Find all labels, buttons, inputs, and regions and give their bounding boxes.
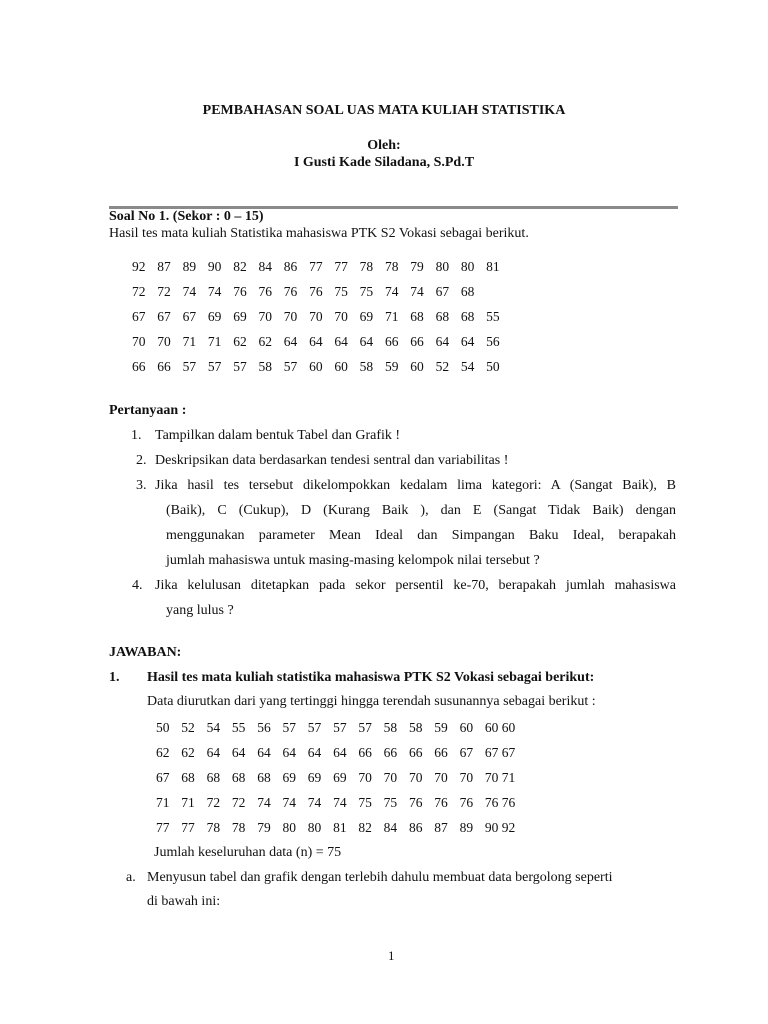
data-cell: 86 — [283, 258, 298, 274]
data-cell: 70 — [334, 308, 348, 324]
data-cell: 68 — [410, 308, 424, 324]
data-cell: 64 — [334, 333, 348, 349]
data-cell: 84 — [258, 258, 272, 274]
data-cell: 75 — [359, 283, 374, 299]
data-cell: 82 — [233, 258, 247, 274]
data-cell: 57 — [282, 719, 296, 735]
data-cell: 71 — [156, 794, 170, 810]
page-title: PEMBAHASAN SOAL UAS MATA KULIAH STATISTIKA — [202, 103, 566, 118]
data-cell: 66 — [410, 333, 424, 349]
data-cell: 81 — [486, 258, 500, 274]
data-cell: 64 — [231, 744, 246, 760]
data-cell: 68 — [460, 308, 475, 324]
data-cell: 64 — [333, 744, 347, 760]
data-cell: 76 76 — [484, 794, 516, 810]
data-cell: 64 — [206, 744, 221, 760]
data-cell: 79 — [410, 258, 424, 274]
data-row — [156, 765, 525, 790]
data-cell: 57 — [333, 719, 347, 735]
data-cell: 68 — [435, 308, 450, 324]
data-cell: 78 — [359, 258, 374, 274]
data-cell: 67 — [435, 283, 450, 299]
data-row — [156, 715, 525, 740]
data-cell: 76 — [459, 794, 474, 810]
jawaban-heading: JAWABAN: — [109, 645, 182, 660]
data-cell: 54 — [206, 719, 221, 735]
data-cell: 76 — [233, 283, 247, 299]
data-row — [132, 254, 516, 279]
data-cell: 67 67 — [484, 744, 516, 760]
data-cell: 66 — [383, 744, 398, 760]
data-cell: 66 — [157, 358, 171, 374]
data-cell: 69 — [307, 769, 322, 785]
data-cell: 87 — [157, 258, 171, 274]
data-cell: 54 — [460, 358, 475, 374]
data-cell: 68 — [206, 769, 221, 785]
data-cell: 66 — [408, 744, 423, 760]
data-row — [156, 740, 525, 765]
data-cell: 68 — [460, 283, 475, 299]
sub-a-label: a. — [126, 870, 136, 885]
data-cell: 50 — [156, 719, 170, 735]
data-cell: 69 — [359, 308, 374, 324]
data-cell: 78 — [206, 819, 221, 835]
data-cell: 81 — [333, 819, 347, 835]
data-row — [132, 354, 516, 379]
data-cell: 84 — [383, 819, 398, 835]
data-cell: 74 — [257, 794, 271, 810]
data-row — [156, 815, 525, 840]
by-label: Oleh: — [367, 138, 401, 153]
sub-a-line-1: Menyusun tabel dan grafik dengan terlebih dahulu membuat data bergolong seperti — [147, 870, 613, 885]
data-cell: 67 — [132, 308, 146, 324]
data-cell: 69 — [282, 769, 296, 785]
data-cell: 77 — [309, 258, 323, 274]
data-cell: 77 — [334, 258, 348, 274]
data-cell: 69 — [233, 308, 247, 324]
data-cell: 58 — [359, 358, 374, 374]
data-cell: 74 — [333, 794, 347, 810]
q2-number: 2. — [136, 453, 147, 468]
data-cell: 80 — [282, 819, 296, 835]
data-cell: 89 — [182, 258, 197, 274]
data-cell: 57 — [283, 358, 298, 374]
data-cell: 57 — [207, 358, 222, 374]
data-cell: 64 — [307, 744, 322, 760]
data-cell: 77 — [156, 819, 170, 835]
data-cell: 50 — [486, 358, 500, 374]
data-cell: 68 — [257, 769, 271, 785]
data-cell: 68 — [181, 769, 195, 785]
data-row — [132, 329, 516, 354]
data-cell: 70 — [434, 769, 448, 785]
data-cell: 64 — [309, 333, 323, 349]
data-cell: 80 — [307, 819, 322, 835]
data-cell: 52 — [181, 719, 195, 735]
data-cell: 71 — [182, 333, 197, 349]
data-cell: 74 — [282, 794, 296, 810]
data-cell: 71 — [384, 308, 399, 324]
data-cell: 57 — [307, 719, 322, 735]
q4-line-1: Jika kelulusan ditetapkan pada sekor persentil ke-70, berapakah jumlah mahasiswa — [155, 578, 676, 593]
q4-line-2: yang lulus ? — [166, 603, 234, 618]
data-cell: 70 — [383, 769, 398, 785]
data-cell: 66 — [384, 333, 399, 349]
data-cell: 67 — [156, 769, 170, 785]
data-cell: 57 — [182, 358, 197, 374]
data-cell: 66 — [132, 358, 146, 374]
data-cell: 62 — [181, 744, 195, 760]
data-cell: 57 — [233, 358, 247, 374]
question-label: Soal No 1. (Sekor : 0 – 15) — [109, 209, 264, 224]
question-intro: Hasil tes mata kuliah Statistika mahasiswa PTK S2 Vokasi sebagai berikut. — [109, 226, 529, 241]
q1-number: 1. — [131, 428, 142, 443]
data-cell: 56 — [257, 719, 271, 735]
data-cell: 75 — [358, 794, 372, 810]
author-name: I Gusti Kade Siladana, S.Pd.T — [293, 155, 475, 170]
data-cell: 74 — [207, 283, 222, 299]
jawaban-item-title: Hasil tes mata kuliah statistika mahasiswa PTK S2 Vokasi sebagai berikut: — [147, 670, 595, 685]
data-cell: 80 — [435, 258, 450, 274]
data-cell: 70 — [358, 769, 372, 785]
data-row — [132, 279, 516, 304]
data-cell: 67 — [182, 308, 197, 324]
data-cell: 70 — [459, 769, 474, 785]
pertanyaan-heading: Pertanyaan : — [109, 403, 187, 418]
data-cell: 64 — [283, 333, 298, 349]
data-cell: 71 — [207, 333, 222, 349]
data-cell: 59 — [434, 719, 448, 735]
data-cell: 68 — [231, 769, 246, 785]
data-cell: 58 — [408, 719, 423, 735]
q1-text: Tampilkan dalam bentuk Tabel dan Grafik ! — [155, 428, 401, 443]
data-cell: 76 — [283, 283, 298, 299]
data-cell: 76 — [258, 283, 272, 299]
data-cell: 72 — [132, 283, 146, 299]
q2-text: Deskripsikan data berdasarkan tendesi sentral dan variabilitas ! — [155, 453, 509, 468]
data-cell: 72 — [231, 794, 246, 810]
data-cell: 82 — [358, 819, 372, 835]
data-cell: 76 — [408, 794, 423, 810]
sorted-data-grid — [156, 715, 525, 840]
data-cell: 57 — [358, 719, 372, 735]
sub-a-line-2: di bawah ini: — [147, 894, 221, 909]
data-cell: 69 — [207, 308, 222, 324]
data-cell: 60 — [334, 358, 348, 374]
data-cell: 71 — [181, 794, 195, 810]
data-cell: 64 — [435, 333, 450, 349]
data-cell: 55 — [231, 719, 246, 735]
data-cell: 64 — [460, 333, 475, 349]
data-cell: 60 — [309, 358, 323, 374]
data-cell: 72 — [157, 283, 171, 299]
data-cell: 87 — [434, 819, 448, 835]
q3-line-3: menggunakan parameter Mean Ideal dan Simpangan Baku Ideal, berapakah — [166, 528, 676, 543]
data-cell: 74 — [182, 283, 197, 299]
data-cell: 62 — [156, 744, 170, 760]
data-cell: 59 — [384, 358, 399, 374]
data-cell: 86 — [408, 819, 423, 835]
sorted-intro: Data diurutkan dari yang tertinggi hingga terendah susunannya sebagai berikut : — [147, 694, 596, 709]
data-row — [132, 304, 516, 329]
data-cell: 70 — [408, 769, 423, 785]
jawaban-item-number: 1. — [109, 670, 120, 685]
data-cell: 70 — [132, 333, 146, 349]
data-cell: 62 — [233, 333, 247, 349]
data-cell: 79 — [257, 819, 271, 835]
data-cell: 80 — [460, 258, 475, 274]
data-cell: 64 — [359, 333, 374, 349]
data-cell: 74 — [410, 283, 424, 299]
data-cell: 70 — [258, 308, 272, 324]
data-cell: 60 — [410, 358, 424, 374]
data-cell: 56 — [486, 333, 500, 349]
data-cell: 66 — [358, 744, 372, 760]
q3-line-2: (Baik), C (Cukup), D (Kurang Baik ), dan E (Sangat Tidak Baik) dengan — [166, 503, 676, 518]
data-cell: 77 — [181, 819, 195, 835]
raw-data-grid — [132, 254, 516, 379]
data-cell: 67 — [459, 744, 474, 760]
data-cell: 67 — [157, 308, 171, 324]
data-cell: 75 — [334, 283, 348, 299]
data-cell: 60 — [459, 719, 474, 735]
data-cell: 70 — [309, 308, 323, 324]
data-cell: 62 — [258, 333, 272, 349]
data-cell: 89 — [459, 819, 474, 835]
page-number: 1 — [388, 948, 395, 963]
data-cell: 74 — [307, 794, 322, 810]
data-cell: 70 — [283, 308, 298, 324]
data-cell: 64 — [282, 744, 296, 760]
data-cell: 92 — [132, 258, 146, 274]
data-cell: 76 — [434, 794, 448, 810]
total-count: Jumlah keseluruhan data (n) = 75 — [154, 845, 342, 860]
data-cell: 72 — [206, 794, 221, 810]
data-cell: 70 71 — [484, 769, 516, 785]
data-cell: 90 — [207, 258, 222, 274]
data-cell: 70 — [157, 333, 171, 349]
data-cell: 90 92 — [484, 819, 516, 835]
data-cell: 74 — [384, 283, 399, 299]
q4-number: 4. — [132, 578, 143, 593]
data-cell: 58 — [383, 719, 398, 735]
data-cell: 52 — [435, 358, 450, 374]
data-cell: 66 — [434, 744, 448, 760]
data-cell: 76 — [309, 283, 323, 299]
data-cell: 60 60 — [484, 719, 516, 735]
q3-line-4: jumlah mahasiswa untuk masing-masing kelompok nilai tersebut ? — [166, 553, 540, 568]
q3-number: 3. — [136, 478, 147, 493]
data-cell: 75 — [383, 794, 398, 810]
data-row — [156, 790, 525, 815]
data-cell: 78 — [231, 819, 246, 835]
data-cell: 64 — [257, 744, 271, 760]
data-cell: 78 — [384, 258, 399, 274]
data-cell: 69 — [333, 769, 347, 785]
data-cell: 55 — [486, 308, 500, 324]
q3-line-1: Jika hasil tes tersebut dikelompokkan kedalam lima kategori: A (Sangat Baik), B — [155, 478, 676, 493]
data-cell: 58 — [258, 358, 272, 374]
